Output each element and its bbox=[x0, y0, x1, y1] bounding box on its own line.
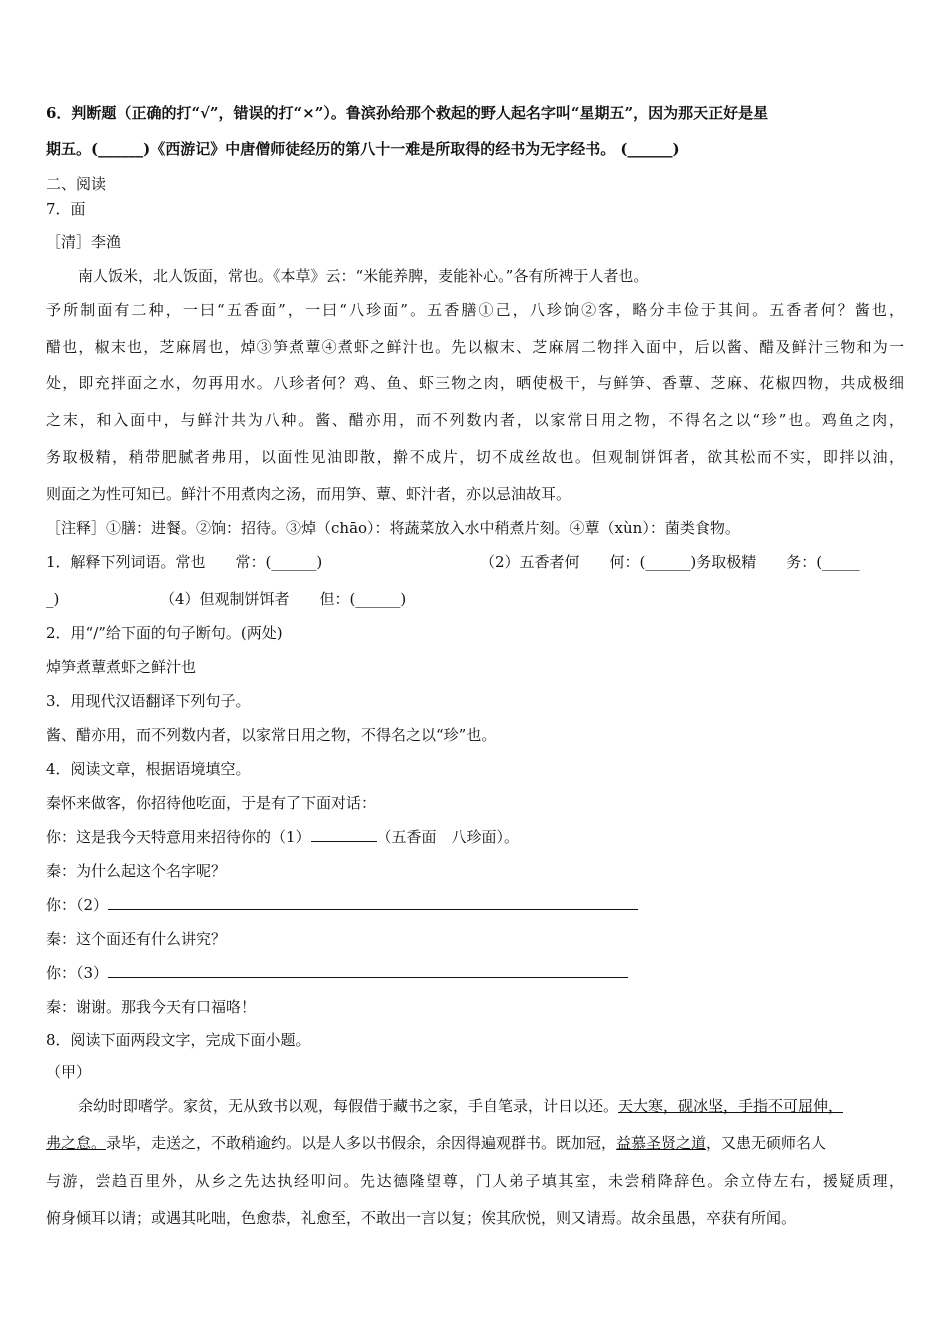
underlined-text: 益慕圣贤之道 bbox=[616, 1134, 707, 1152]
passage-line: 处，即充拌面之水，勿再用水。八珍者何？鸡、鱼、虾三物之肉，晒使极干，与鲜笋、香蕈、芝麻、花椒四物，共成极细 bbox=[46, 374, 904, 392]
q8-passage-line: 与游，尝趋百里外，从乡之先达执经叩问。先达德隆望尊，门人弟子填其室，未尝稍降辞色。余立侍左右，援疑质理， bbox=[46, 1172, 904, 1190]
dialogue-line-2: 秦：为什么起这个名字呢？ bbox=[46, 862, 227, 880]
dialogue-line-1 bbox=[46, 827, 519, 847]
passage-line: 务取极精，稍带肥腻者弗用，以面性见油即散，擀不成片，切不成丝故也。但观制饼饵者，欲其松而不实，即拌以油， bbox=[46, 448, 904, 466]
q7-sub4-intro: 秦怀来做客，你招待他吃面，于是有了下面对话： bbox=[46, 794, 377, 812]
q7-sub1-d: （4）但观制饼饵者 但：(______) bbox=[160, 590, 407, 608]
q6-line1: 6．判断题（正确的打“√”，错误的打“×”）。鲁滨孙给那个救起的野人起名字叫“星期五”，因为那天正好是星 bbox=[46, 104, 769, 122]
passage-text: ，又患无硕师名人 bbox=[706, 1134, 827, 1152]
q7-sub1-c: _) bbox=[46, 590, 60, 608]
dialogue-text: 你：这是我今天特意用来招待你的（1） bbox=[46, 828, 311, 846]
dialogue-line-3 bbox=[46, 895, 638, 915]
q7-sub3-question: 3．用现代汉语翻译下列句子。 bbox=[46, 692, 251, 710]
q8-passage-line bbox=[78, 1096, 843, 1116]
dialogue-text: 你：（2） bbox=[46, 896, 109, 914]
dialogue-line-5 bbox=[46, 963, 628, 983]
answer-blank[interactable] bbox=[108, 895, 638, 910]
q7-sub1-a: 1．解释下列词语。常也 常：(______) bbox=[46, 553, 323, 571]
passage-line: 南人饭米，北人饭面，常也。《本草》云：“米能养脾，麦能补心。”各有所裨于人者也。 bbox=[78, 267, 649, 285]
underlined-text: 弗之怠。 bbox=[46, 1134, 107, 1152]
q7-sub2-question: 2．用“/”给下面的句子断句。(两处) bbox=[46, 624, 283, 642]
dialogue-line-6: 秦：谢谢。那我今天有口福咯！ bbox=[46, 998, 257, 1016]
dialogue-text: 你：（3） bbox=[46, 964, 109, 982]
answer-blank[interactable] bbox=[311, 827, 377, 842]
q7-title: 7．面 bbox=[46, 200, 86, 218]
q7-author: ［清］李渔 bbox=[46, 233, 122, 251]
dialogue-line-4: 秦：这个面还有什么讲究？ bbox=[46, 930, 227, 948]
q8-passage-line bbox=[46, 1133, 826, 1153]
passage-text: 录毕，走送之，不敢稍逾约。以是人多以书假余，余因得遍观群书。既加冠， bbox=[106, 1134, 617, 1152]
underlined-text: 天大寒，砚冰坚，手指不可屈伸， bbox=[618, 1097, 844, 1115]
answer-blank[interactable] bbox=[108, 963, 628, 978]
q7-sub4-question: 4．阅读文章，根据语境填空。 bbox=[46, 760, 251, 778]
section-heading: 二、阅读 bbox=[46, 175, 107, 193]
q8-passage-line: 俯身倾耳以请；或遇其叱咄，色愈恭，礼愈至，不敢出一言以复；俟其欣悦，则又请焉。故余虽愚，卒获有所闻。 bbox=[46, 1209, 797, 1227]
passage-line: 醋也，椒末也，芝麻屑也，焯③笋煮蕈④煮虾之鲜汁也。先以椒末、芝麻屑二物拌入面中，后以酱、醋及鲜汁三物和为一 bbox=[46, 338, 904, 356]
passage-line: 之末，和入面中，与鲜汁共为八种。酱、醋亦用，而不列数内者，以家常日用之物，不得名之以“珍”也。鸡鱼之肉， bbox=[46, 411, 904, 429]
q7-sub1-b: （2）五香者何 何：(______)务取极精 务：(_____ bbox=[480, 553, 860, 571]
q7-sub2-text: 焯笋煮蕈煮虾之鲜汁也 bbox=[46, 658, 197, 676]
q7-note: ［注释］①膳：进餐。②饷：招待。③焯（chāo）：将蔬菜放入水中稍煮片刻。④蕈（xùn）：菌类食物。 bbox=[46, 519, 740, 537]
q8-jia-label: （甲） bbox=[46, 1063, 92, 1081]
q8-question: 8．阅读下面两段文字，完成下面小题。 bbox=[46, 1031, 311, 1049]
q6-line2: 期五。(______)《西游记》中唐僧师徒经历的第八十一难是所取得的经书为无字经书。 (______) bbox=[46, 140, 680, 158]
passage-text: 余幼时即嗜学。家贫，无从致书以观，每假借于藏书之家，手自笔录，计日以还。 bbox=[78, 1097, 619, 1115]
dialogue-options: （五香面 八珍面）。 bbox=[376, 828, 520, 846]
passage-line: 予所制面有二种，一曰“五香面”，一曰“八珍面”。五香膳①己，八珍饷②客，略分丰俭于其间。五香者何？酱也， bbox=[46, 301, 904, 319]
q7-sub3-text: 酱、醋亦用，而不列数内者，以家常日用之物，不得名之以“珍”也。 bbox=[46, 726, 497, 744]
passage-line: 则面之为性可知已。鲜汁不用煮肉之汤，而用笋、蕈、虾汁者，亦以忌油故耳。 bbox=[46, 485, 572, 503]
